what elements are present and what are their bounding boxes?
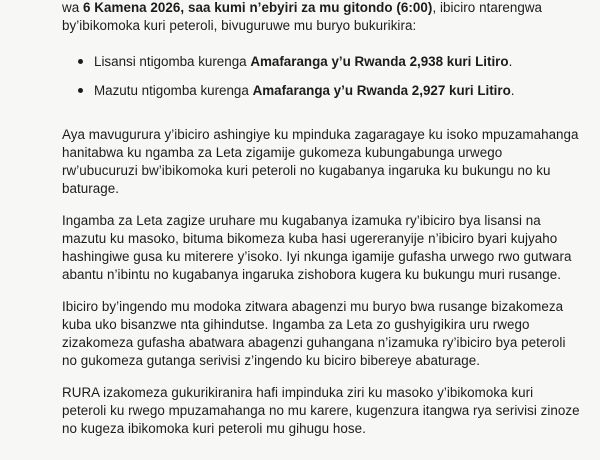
- paragraph-1-line: hanitabwa ku ngamba za Leta zigamije gukomeza kubungabunga urwego: [62, 145, 503, 160]
- paragraph-2-line: mazutu ku masoko, bituma bikomeza kuba hasi ugereranyije n’ibiciro byari kujyaho: [62, 231, 558, 246]
- bullet-text: Mazutu ntigomba kurenga: [94, 83, 253, 98]
- paragraph-2-line: hashingiwe gusa ku miterere y’isoko. Iyi nkunga igamije gufasha urwego rwo gutwara: [62, 249, 572, 264]
- intro-line-1-post: , ibiciro ntarengwa: [432, 0, 543, 15]
- intro-line-1: [62, 0, 542, 16]
- paragraph-3-line: kuba uko bisanzwe nta gihindutse. Ingamba za Leta zo gushyigikira uru rwego: [62, 317, 530, 332]
- bullet-dot-icon: [78, 59, 83, 64]
- intro-line-1-pre: wa: [62, 0, 83, 15]
- intro-line-1-bold: 6 Kamena 2026, saa kumi n’ebyiri za mu gitondo (6:00): [83, 0, 433, 15]
- paragraph-3-line: zizakomeza gufasha abatwara abagenzi guhangana n’izamuka ry’ibiciro bya peteroli: [62, 335, 566, 350]
- paragraph-2-line: abantu n’ibintu no kugabanya ingaruka zishobora kugera ku bukungu muri rusange.: [62, 267, 561, 282]
- intro-line-2: by’ibikomoka kuri peteroli, bivuguruwe mu buryo bukurikira:: [62, 18, 417, 33]
- bullet-bold-text: Amafaranga y’u Rwanda 2,927 kuri Litiro: [252, 83, 511, 98]
- bullet-text-end: .: [508, 54, 513, 69]
- bullet-text: Lisansi ntigomba kurenga: [94, 54, 251, 69]
- bullet-item-lisansi: [78, 54, 512, 70]
- bullet-dot-icon: [78, 88, 83, 93]
- paragraph-1-line: rw’ubucuruzi bw’ibikomoka kuri peteroli no kugabanya ingaruka ku bukungu no ku: [62, 163, 551, 178]
- paragraph-4-line: peteroli ku rwego mpuzamahanga no mu karere, kugenzura itangwa rya serivisi zinoze: [62, 403, 580, 418]
- paragraph-4-line: RURA izakomeza gukurikiranira hafi impinduka ziri ku masoko y’ibikomoka kuri: [62, 385, 534, 400]
- paragraph-1-line: baturage.: [62, 181, 120, 196]
- bullet-bold-text: Amafaranga y’u Rwanda 2,938 kuri Litiro: [250, 54, 509, 69]
- paragraph-4-line: no kugeza ibikomoka kuri peteroli mu gihugu hose.: [62, 421, 366, 436]
- paragraph-1-line: Aya mavugurura y’ibiciro ashingiye ku mpinduka zagaragaye ku isoko mpuzamahanga: [62, 127, 579, 142]
- bullet-text-end: .: [510, 83, 515, 98]
- paragraph-3-line: no gukomeza gutanga serivisi z’ingendo ku biciro bibereye abaturage.: [62, 353, 481, 368]
- paragraph-2-line: Ingamba za Leta zagize uruhare mu kugabanya izamuka ry’ibiciro bya lisansi na: [62, 213, 541, 228]
- bullet-item-mazutu: [78, 83, 515, 99]
- paragraph-3-line: Ibiciro by’ingendo mu modoka zitwara abagenzi mu buryo bwa rusange bizakomeza: [62, 299, 564, 314]
